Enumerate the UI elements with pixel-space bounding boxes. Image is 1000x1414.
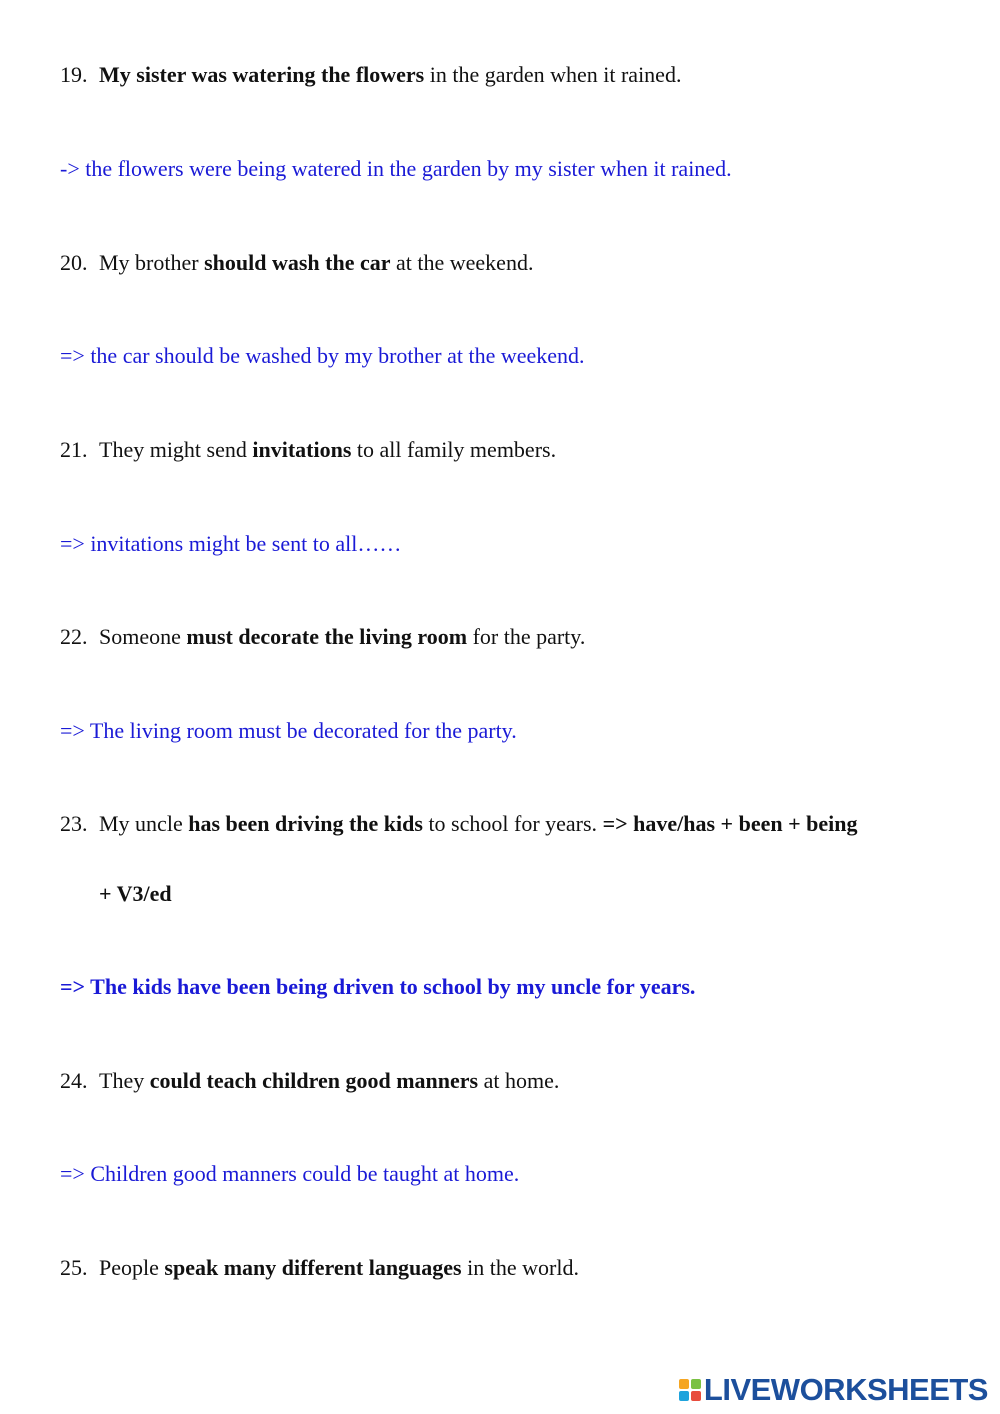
question-number: 24. [60, 1068, 88, 1093]
question-number: 23. [60, 811, 88, 836]
answer-21: => invitations might be sent to all…… [60, 531, 402, 556]
question-bold-phrase: has been driving the kids [188, 811, 423, 836]
logo-text: LIVEWORKSHEETS [703, 1372, 988, 1407]
question-bold-phrase: invitations [252, 437, 352, 462]
question-23 [60, 809, 857, 839]
question-bold-phrase: could teach children good manners [149, 1068, 479, 1093]
answer-24: => Children good manners could be taught at home. [60, 1161, 520, 1186]
logo-tile [691, 1391, 701, 1401]
question-text: to school for years. [422, 811, 603, 836]
question-bold-phrase: must decorate the living room [186, 624, 468, 649]
question-text: for the party. [467, 624, 586, 649]
logo-tiles-icon [679, 1379, 701, 1401]
question-number: 25. [60, 1255, 88, 1280]
question-19 [60, 60, 681, 90]
question-20 [60, 248, 533, 278]
question-bold-phrase: should wash the car [204, 250, 391, 275]
question-hint: => have/has + been + being [602, 811, 858, 836]
question-text: They might send [99, 437, 253, 462]
question-text: They [99, 1068, 150, 1093]
answer-22: => The living room must be decorated for the party. [60, 718, 517, 743]
logo-tile [691, 1379, 701, 1389]
question-text: My brother [99, 250, 205, 275]
question-24 [60, 1066, 559, 1096]
question-bold-phrase: My sister was watering the flowers [99, 62, 425, 87]
logo-tile [679, 1379, 689, 1389]
question-text: to all family members. [351, 437, 557, 462]
question-hint: + V3/ed [99, 881, 172, 906]
question-23-continuation [99, 879, 172, 909]
question-21 [60, 435, 556, 465]
question-22 [60, 622, 585, 652]
question-number: 20. [60, 250, 88, 275]
liveworksheets-logo [679, 1372, 988, 1408]
question-number: 21. [60, 437, 88, 462]
question-text: My uncle [99, 811, 189, 836]
question-text: at the weekend. [390, 250, 534, 275]
answer-20: => the car should be washed by my brother at the weekend. [60, 343, 585, 368]
question-text: People [99, 1255, 165, 1280]
answer-23: => The kids have been being driven to school by my uncle for years. [60, 974, 696, 999]
question-text: in the world. [461, 1255, 579, 1280]
question-25 [60, 1253, 579, 1283]
question-number: 19. [60, 62, 88, 87]
question-text: at home. [478, 1068, 560, 1093]
question-text: in the garden when it rained. [424, 62, 682, 87]
answer-19: -> the flowers were being watered in the garden by my sister when it rained. [60, 156, 732, 181]
logo-tile [679, 1391, 689, 1401]
question-bold-phrase: speak many different languages [164, 1255, 462, 1280]
question-number: 22. [60, 624, 88, 649]
question-text: Someone [99, 624, 187, 649]
